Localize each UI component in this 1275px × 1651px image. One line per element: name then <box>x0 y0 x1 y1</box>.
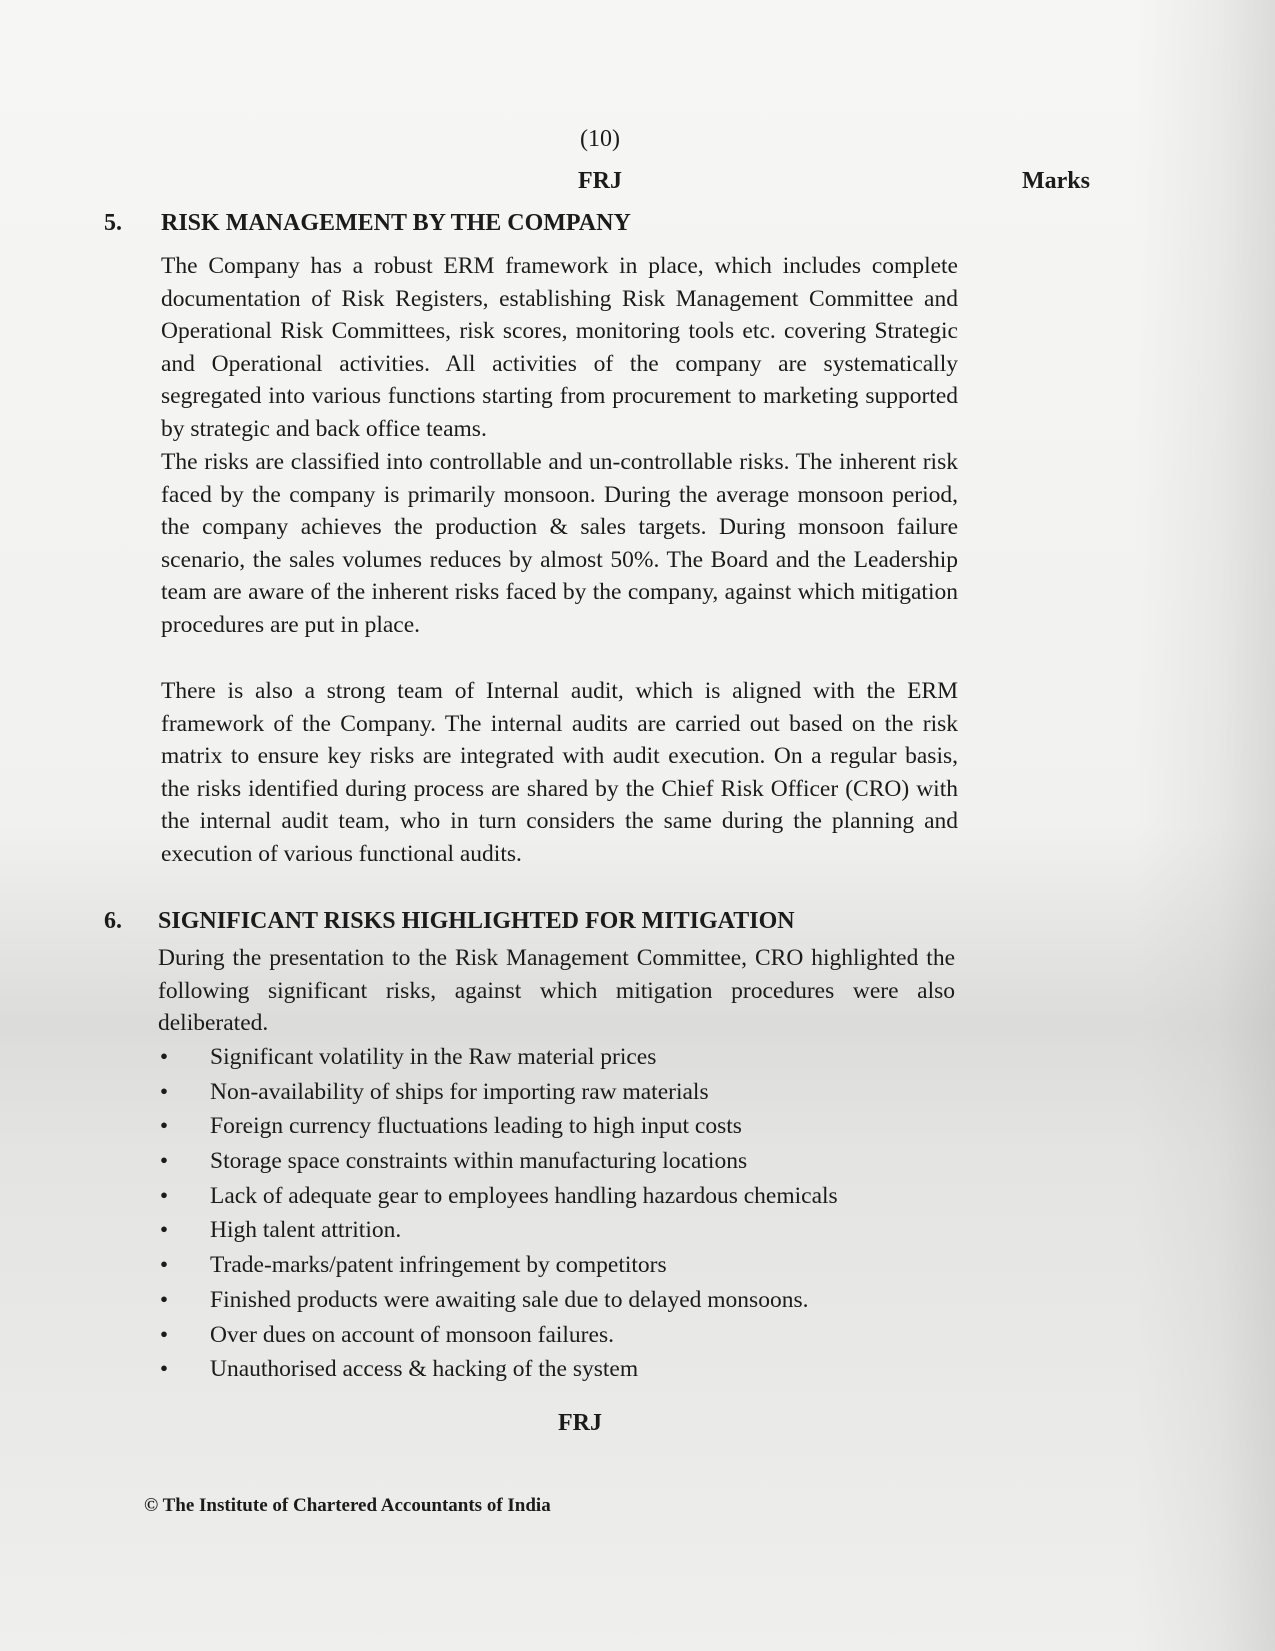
bullet-icon: • <box>159 1286 169 1313</box>
page-number: (10) <box>580 126 620 152</box>
page-shadow <box>1135 0 1275 1651</box>
section-5-paragraph-1: The Company has a robust ERM framework in place, which includes complete documentation of Risk Registers, establishing Risk Management Committee and Operational Risk Committees, risk scores, monitoring tools etc. covering Strategic and Operational activities. All activities of the company are systematically segregated into various functions starting from procurement to marketing supported by strategic and back office teams. <box>161 253 958 442</box>
section-title: RISK MANAGEMENT BY THE COMPANY <box>161 210 631 236</box>
section-5-paragraph-2: The risks are classified into controllable and un-controllable risks. The inherent risk faced by the company is primarily monsoon. During the average monsoon period, the company achieves the production & sales targets. During monsoon failure scenario, the sales volumes reduces by almost 50%. The Board and the Leadership team are aware of the inherent risks faced by the company, against which mitigation procedures are put in place. <box>161 449 958 638</box>
bullet-icon: • <box>159 1113 169 1140</box>
section-number: 6. <box>104 908 122 934</box>
header-paper-code: FRJ <box>578 168 622 194</box>
bullet-icon: • <box>159 1252 169 1279</box>
section-6-intro: During the presentation to the Risk Management Committee, CRO highlighted the following significant risks, against which mitigation procedures were also deliberated. <box>158 945 955 1037</box>
bullet-icon: • <box>159 1148 169 1175</box>
bullet-icon: • <box>159 1078 169 1105</box>
bullet-icon: • <box>159 1217 169 1244</box>
bullet-icon: • <box>159 1182 169 1209</box>
footer-paper-code: FRJ <box>558 1410 602 1436</box>
bullet-icon: • <box>159 1356 169 1383</box>
section-title: SIGNIFICANT RISKS HIGHLIGHTED FOR MITIGATION <box>158 908 795 934</box>
bullet-icon: • <box>159 1321 169 1348</box>
section-number: 5. <box>104 210 122 236</box>
bullet-icon: • <box>159 1044 169 1070</box>
copyright-notice: © The Institute of Chartered Accountants of India <box>144 1495 551 1516</box>
marks-column-label: Marks <box>1022 168 1090 194</box>
section-5-paragraph-3: There is also a strong team of Internal audit, which is aligned with the ERM framework of the Company. The internal audits are carried out based on the risk matrix to ensure key risks are integrated with audit execution. On a regular basis, the risks identified during process are shared by the Chief Risk Officer (CRO) with the internal audit team, who in turn considers the same during the planning and execution of various functional audits. <box>161 678 958 867</box>
document-page: (10) FRJ Marks 5. RISK MANAGEMENT BY THE COMPANY The Company has a robust ERM framework in place, which includes complete documentation of Risk Registers, establishing Risk Management Committee and Operational Risk Committees, risk scores, monitoring tools etc. covering Strategic and Operational activities. All activities of the company are systematically segregated into various functions starting from procurement to marketing supported by strategic and back office teams. The risks are classified into controllable and un-controllable risks. The inherent risk faced by the company is primarily monsoon. During the average monsoon period, the company achieves the production & sales targets. During monsoon failure scenario, the sales volumes reduces by almost 50%. The Board and the Leadership team are aware of the inherent risks faced by the company, against which mitigation procedures are put in place. There is also a strong team of Internal audit, which is aligned with the ERM framework of the Company. The internal audits are carried out based on the risk matrix to ensure key risks are integrated with audit execution. On a regular basis, the risks identified during process are shared by the Chief Risk Officer (CRO) with the internal audit team, who in turn considers the same during the planning and execution of various functional audits. 6. SIGNIFICANT RISKS HIGHLIGHTED FOR MITIGATION During the presentation to the Risk Management Committee, CRO highlighted the following significant risks, against which mitigation procedures were also deliberated. • Significant volatility in the Raw material prices • Non-availability of ships for importing raw materials • Foreign currency fluctuations leading to high input costs • Storage space constraints within manufacturing locations • Lack of adequate gear to employees handling hazardous chemicals • High talent attrition. • Trade-marks/patent infringement by competitors • Finished products were awaiting sale due to delayed monsoons. • Over dues on account of monsoon failures. • Unauthorised access & hacking of the system FRJ © The Institute of Chartered Accountants of India <box>0 0 1275 1651</box>
